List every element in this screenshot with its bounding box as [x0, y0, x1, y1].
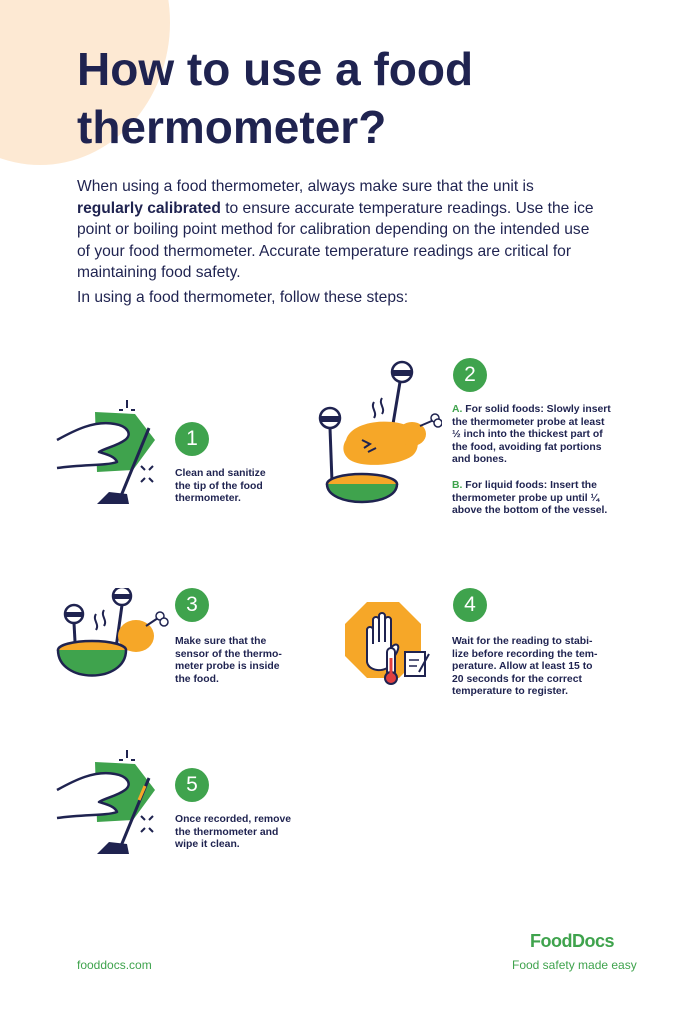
- tagline: Food safety made easy: [512, 958, 637, 972]
- step-3-text: Make sure that the sensor of the thermo-meter probe is inside the food.: [175, 636, 282, 685]
- step-1-badge: 1: [175, 422, 209, 456]
- step-2-badge: 2: [453, 358, 487, 392]
- steps-intro: In using a food thermometer, follow these steps:: [77, 289, 409, 306]
- intro-paragraph: When using a food thermometer, always make sure that the unit is regularly calibrated to ensure accurate temperature readings. Use the ice point or boiling point method for calibration depending on the intended use of your food thermometer. Accurate temperature readings are critical for maintaining food safety.: [77, 178, 594, 282]
- step-4-badge: 4: [453, 588, 487, 622]
- stop-hand-thermometer-icon: [345, 600, 440, 690]
- step-2-liquid-foods: B. For liquid foods: Insert the thermometer probe up until ¼ above the bottom of the vessel.: [452, 479, 608, 517]
- hand-cleaning-thermometer-icon: [55, 750, 165, 860]
- step-4-text: Wait for the reading to stabi-lize before recording the tem-perature. Allow at least 15 to 20 seconds for the correct temperature to register.: [452, 636, 598, 698]
- step-2-solid-foods: A. For solid foods: Slowly insert the thermometer probe at least ½ inch into the thickest part of the food, avoiding fat portions and bones.: [452, 404, 611, 466]
- page-title: How to use a food thermometer?: [77, 43, 474, 153]
- intro-bold-text: regularly calibrated: [77, 199, 221, 217]
- pot-thermometer-icon: [52, 588, 172, 688]
- step-2-text: [452, 404, 612, 518]
- hand-wiping-thermometer-icon: [55, 400, 165, 510]
- step-3-badge: 3: [175, 588, 209, 622]
- step-1-text: Clean and sanitize the tip of the food thermometer.: [175, 468, 266, 505]
- chicken-bowl-thermometer-icon: [312, 360, 442, 525]
- step-5-text: Once recorded, remove the thermometer and wipe it clean.: [175, 814, 292, 851]
- website-link[interactable]: fooddocs.com: [77, 958, 152, 972]
- fooddocs-logo: FoodDocs: [530, 931, 614, 951]
- step-5-badge: 5: [175, 768, 209, 802]
